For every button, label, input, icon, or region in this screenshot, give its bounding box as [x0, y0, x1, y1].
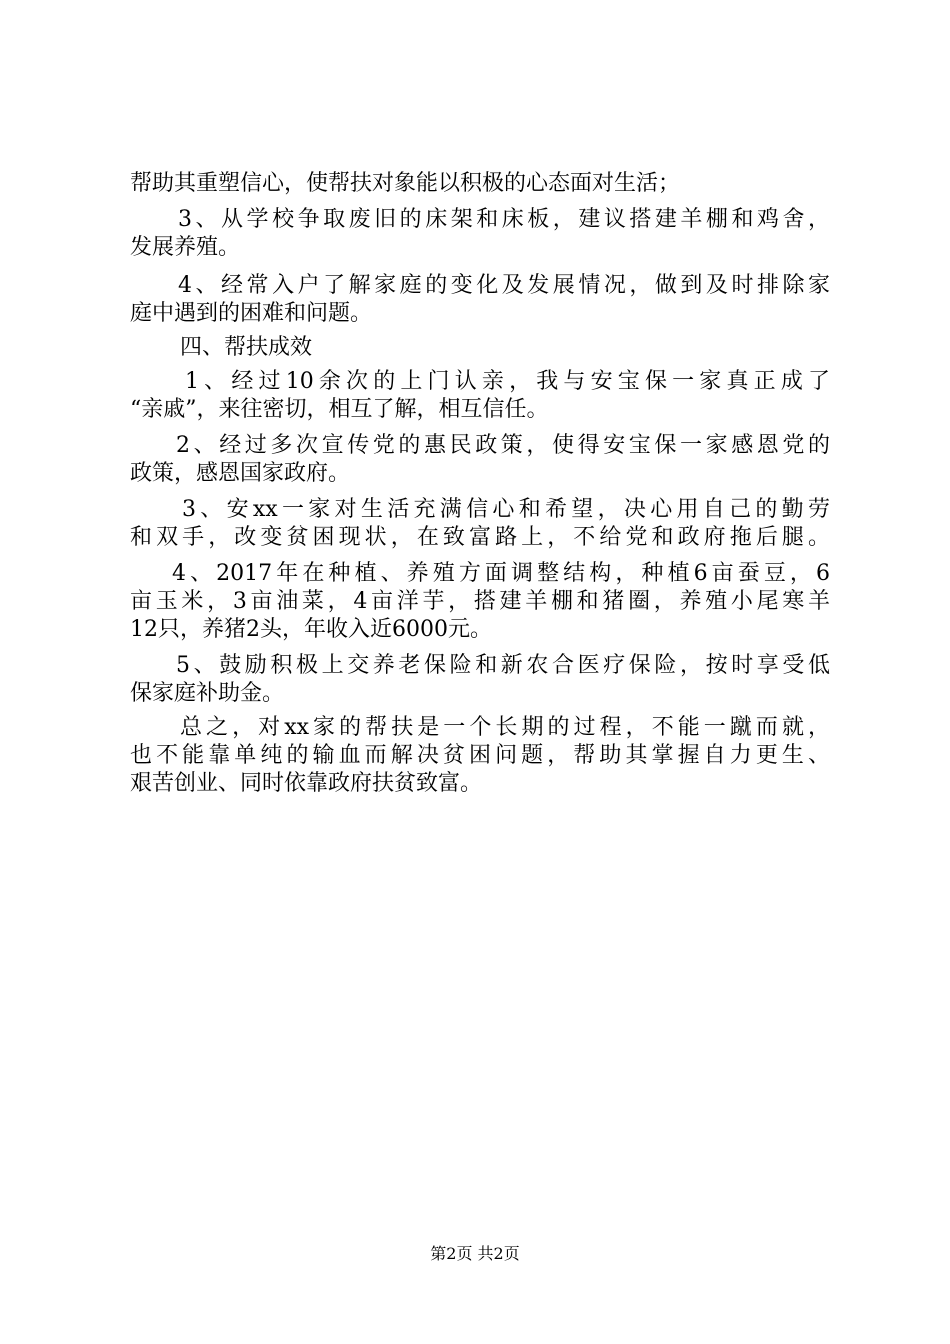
text-line: 发展养殖。: [130, 235, 241, 260]
text-line: 总之，对xx家的帮扶是一个长期的过程，不能一蹴而就，: [180, 715, 830, 740]
text-line: 12只，养猪2头，年收入近6000元。: [130, 617, 492, 642]
text-line: “亲戚”，来往密切，相互了解，相互信任。: [130, 397, 549, 422]
text-line: 亩玉米，3亩油菜，4亩洋芋，搭建羊棚和猪圈，养殖小尾寒羊: [130, 589, 830, 614]
text-line: 政策，感恩国家政府。: [130, 461, 351, 486]
text-line: 1、经过10余次的上门认亲，我与安宝保一家真正成了: [185, 369, 830, 394]
page-footer: 第2页 共2页: [430, 1244, 520, 1263]
text-line: 3、从学校争取废旧的床架和床板，建议搭建羊棚和鸡舍，: [178, 207, 830, 232]
text-line: 4、2017年在种植、养殖方面调整结构，种植6亩蚕豆，6: [172, 561, 830, 586]
text-line: 也不能靠单纯的输血而解决贫困问题，帮助其掌握自力更生、: [130, 743, 830, 768]
text-line: 3、安xx一家对生活充满信心和希望，决心用自己的勤劳: [182, 497, 830, 522]
section-heading: 四、帮扶成效: [180, 335, 313, 360]
text-line: 4、经常入户了解家庭的变化及发展情况，做到及时排除家: [178, 273, 830, 298]
text-line: 庭中遇到的困难和问题。: [130, 301, 373, 326]
text-line: 帮助其重塑信心，使帮扶对象能以积极的心态面对生活；: [130, 171, 681, 196]
text-line: 和双手，改变贫困现状，在致富路上，不给党和政府拖后腿。: [130, 525, 830, 550]
text-line: 保家庭补助金。: [130, 681, 285, 706]
text-line: 艰苦创业、同时依靠政府扶贫致富。: [130, 771, 483, 796]
text-line: 2、经过多次宣传党的惠民政策，使得安宝保一家感恩党的: [176, 433, 830, 458]
text-line: 5、鼓励积极上交养老保险和新农合医疗保险，按时享受低: [176, 653, 830, 678]
